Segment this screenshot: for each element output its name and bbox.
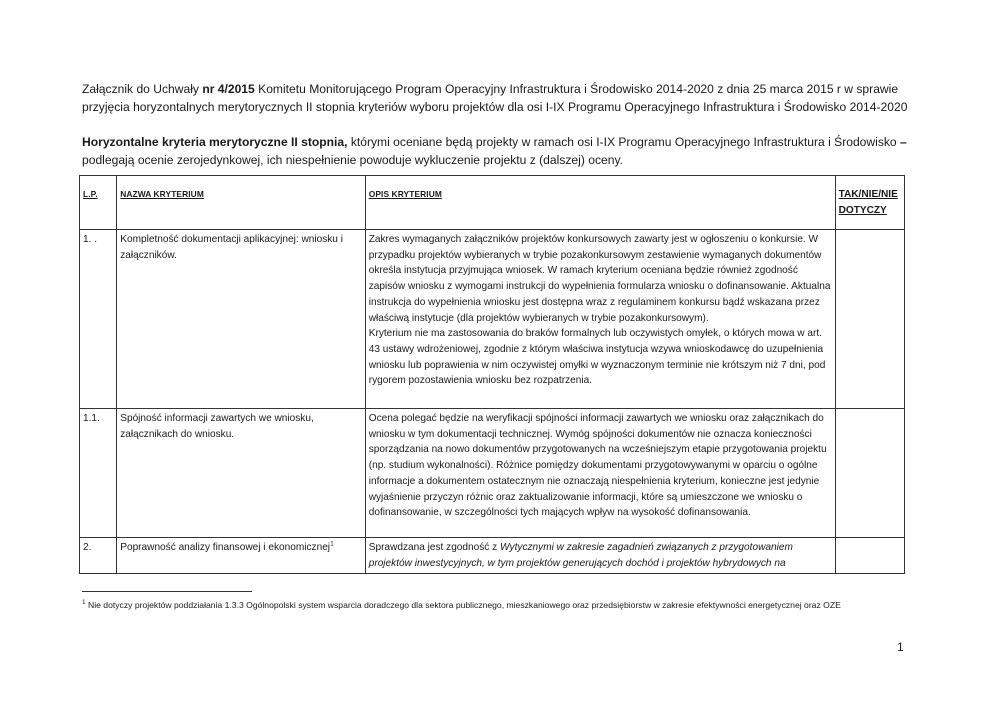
row-name: Poprawność analizy finansowej i ekonomicznej$^1$ [117,538,366,574]
criteria-intro: Horyzontalne kryteria merytoryczne II stopnia, którymi oceniane będą projekty w ramach osi I-IX Programu Operacyjnego Infrastruktura i Środowisko – podlegają ocenie zerojedynkowej, ich niespełnienie powoduje wykluczenie projektu z (dalszej) oceny. [82,135,907,167]
footnote: $^1$ Nie dotyczy projektów poddziałania 1.3.3 Ogólnopolski system wsparcia doradczego dla sektora publicznego, mieszkaniowego oraz przedsiębiorstw w zakresie efektywności energetycznej oraz OZE [82,599,841,610]
row-lp: 2. [80,538,117,574]
row-name: Spójność informacji zawartych we wniosku, załącznikach do wniosku. [117,409,366,538]
footnote-separator [82,591,252,592]
row-desc: Sprawdzana jest zgodność z Wytycznymi w zakresie zagadnień związanych z przygotowaniem projektów inwestycyjnych, w tym projektów generujących dochód i projektów hybrydowych na [365,538,835,574]
page-number: 1 [897,640,904,654]
footnote-ref: 1 [330,540,334,548]
row-desc: Zakres wymaganych załączników projektów konkursowych zawarty jest w ogłoszeniu o konkursie. W przypadku projektów wybieranych w trybie pozakonkursowym zestawienie wymaganych dokumentów określa instytucja przyjmująca wniosek. W ramach kryterium oceniana będzie również zgodność zapisów wniosku z wymogami instrukcji do wypełnienia formularza wniosku o dofinansowanie. Aktualna instrukcja do wypełnienia wniosku jest dostępna wraz z regulaminem konkursu bądź wskazana przez właściwą instytucje (dla projektów wybieranych w trybie pozakonkursowym). Kryterium nie ma zastosowania do braków formalnych lub oczywistych omyłek, o których mowa w art. 43 ustawy wdrożeniowej, zgodnie z którym właściwa instytucja wzywa wnioskodawcę do uzupełnienia wniosku lub poprawienia w nim oczywistej omyłki w wyznaczonym terminie nie krótszym niż 7 dni, pod rygorem pozostawienia wniosku bez rozpatrzenia. [365,230,835,409]
row-result [835,409,904,538]
footnote-number: 1 [82,599,86,606]
criteria-table [79,175,905,574]
row-result [835,538,904,574]
row-lp: 1.1. [80,409,117,538]
table-row [80,538,905,574]
row-lp: 1. . [80,230,117,409]
header-lp: L.P. [80,176,117,230]
resolution-header: Załącznik do Uchwały nr 4/2015 Komitetu Monitorującego Program Operacyjny Infrastruktura i Środowisko 2014-2020 z dnia 25 marca 2015 r w sprawie przyjęcia horyzontalnych merytorycznych II stopnia kryteriów wyboru projektów dla osi I-IX Programu Operacyjnego Infrastruktura i Środowisko 2014-2020 [82,82,908,114]
resolution-number: nr 4/2015 [202,82,255,96]
row-name: Kompletność dokumentacji aplikacyjnej: wniosku i załączników. [117,230,366,409]
table-header-row [80,176,905,230]
header-result: TAK/NIE/NIE DOTYCZY [835,176,904,230]
header-name: NAZWA KRYTERIUM [117,176,366,230]
row-result [835,230,904,409]
row-desc: Ocena polegać będzie na weryfikacji spójności informacji zawartych we wniosku oraz załącznikach do wniosku w tym dokumentacji technicznej. Wymóg spójności dokumentów nie oznacza konieczności sporządzania na nowo dokumentów przygotowanych na wcześniejszym etapie przygotowania projektu (np. studium wykonalności). Różnice pomiędzy dokumentami przygotowywanymi w oparciu o ogólne informacje a dokumentem ostatecznym nie oznaczają niespełnienia kryterium, konieczne jest jedynie wyjaśnienie przyczyn różnic oraz zaktualizowanie informacji, które są umieszczone we wniosku o dofinansowanie, w szczególności tych mających wpływ na wysokość dofinansowania. [365,409,835,538]
table-row [80,409,905,538]
criteria-intro-bold: Horyzontalne kryteria merytoryczne II stopnia, [82,135,348,149]
table-row [80,230,905,409]
header-desc: OPIS KRYTERIUM [365,176,835,230]
